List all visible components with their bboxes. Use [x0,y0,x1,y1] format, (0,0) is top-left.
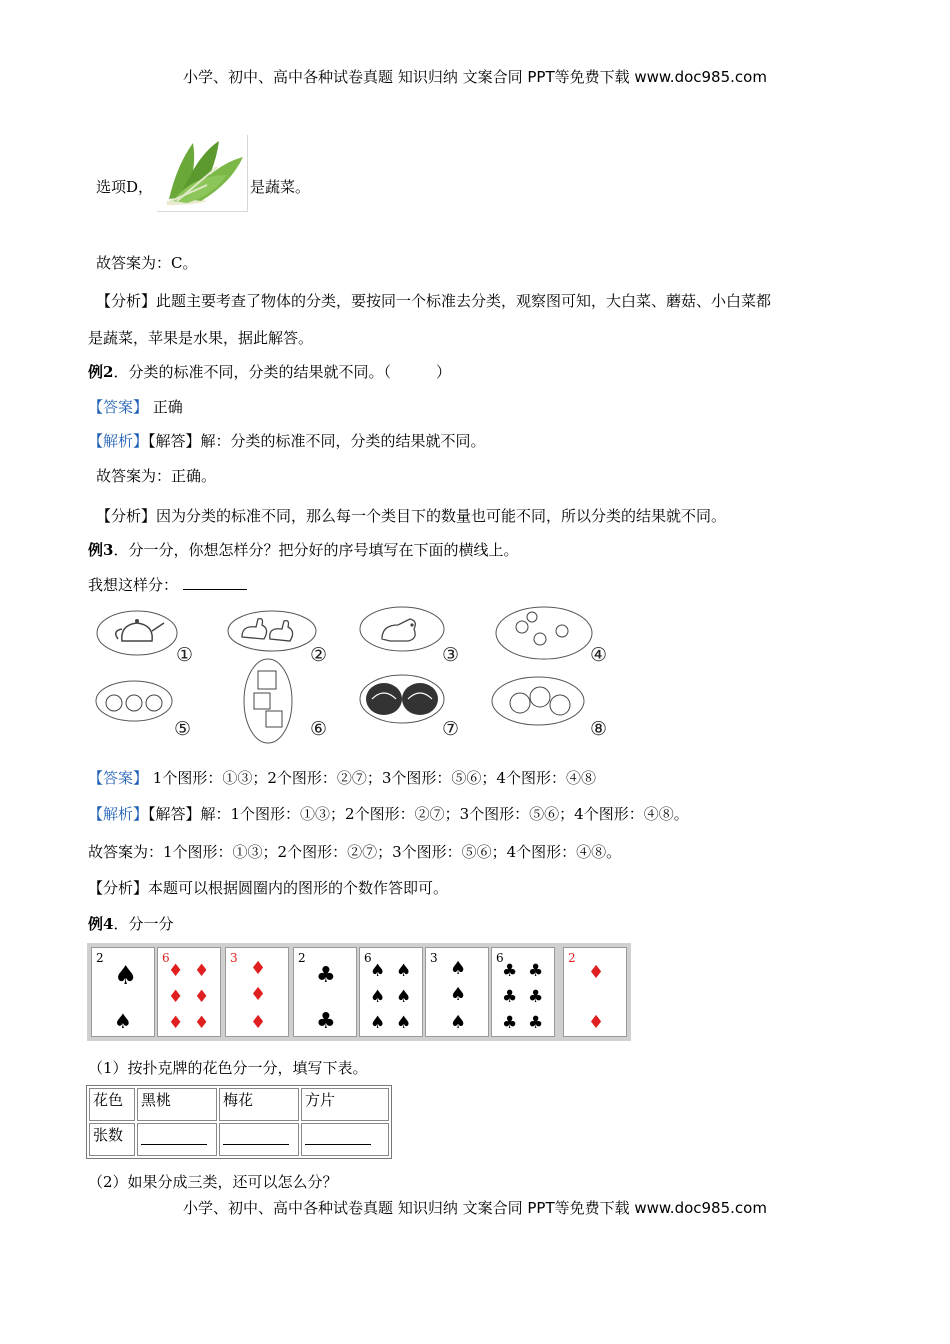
playing-card [293,947,357,1037]
svg-text:2: 2 [96,951,104,965]
svg-text:♦: ♦ [168,987,184,1007]
page-header: 小学、初中、高中各种试卷真题 知识归纳 文案合同 PPT等免费下载 www.doc985.com [183,68,767,86]
table-cell: 黑桃 [137,1088,217,1121]
svg-text:♣: ♣ [528,1013,544,1033]
svg-text:♦: ♦ [194,987,210,1007]
ex1-conclusion: 故答案为：C。 [96,254,198,272]
svg-text:♣: ♣ [502,1013,518,1033]
table-row [89,1123,389,1156]
svg-text:♠: ♠ [450,984,467,1005]
answer-tag: 【答案】 [88,398,149,416]
ex2-label: 例2 [88,363,114,381]
answer-blank[interactable] [137,1123,217,1156]
answer-blank [183,577,247,590]
ex3-question: 例3．分一分，你想怎样分？把分好的序号填写在下面的横线上。 [88,541,519,559]
svg-text:♣: ♣ [502,987,518,1007]
svg-text:♣: ♣ [528,961,544,981]
table-cell: 张数 [89,1123,135,1156]
playing-card [157,947,221,1037]
ex3-analysis: 【分析】本题可以根据圆圈内的图形的个数作答即可。 [88,879,449,897]
svg-text:♦: ♦ [250,1012,267,1033]
item-number: ⑤ [174,718,192,740]
svg-text:♦: ♦ [168,961,184,981]
option-d-prefix: 选项D， [96,178,154,196]
ex4-sub2: （2）如果分成三类，还可以怎么分？ [88,1173,338,1191]
ex2-answer: 【答案】 正确 [88,398,183,416]
option-d-suffix: 是蔬菜。 [250,178,311,196]
explain-tag: 【解析】 [88,805,149,823]
ex4-sub1: （1）按扑克牌的花色分一分，填写下表。 [88,1059,368,1077]
playing-card [91,947,155,1037]
svg-text:♦: ♦ [194,1013,210,1033]
svg-text:2: 2 [298,951,306,965]
svg-text:♠: ♠ [450,958,467,979]
page-footer: 小学、初中、高中各种试卷真题 知识归纳 文案合同 PPT等免费下载 www.doc985.com [183,1199,767,1217]
svg-text:♠: ♠ [114,1009,132,1033]
svg-text:♦: ♦ [588,1012,605,1033]
svg-text:♠: ♠ [370,961,386,981]
svg-text:♣: ♣ [528,987,544,1007]
svg-text:♦: ♦ [250,958,267,979]
svg-text:♠: ♠ [396,1013,412,1033]
ex3-explain: 【解析】【解答】解：1个图形：①③；2个图形：②⑦；3个图形：⑤⑥；4个图形：④⑧。 [88,805,689,823]
ex2-explain: 【解析】【解答】解：分类的标准不同，分类的结果就不同。 [88,432,486,450]
suit-table [86,1085,392,1159]
ex2-analysis: 【分析】因为分类的标准不同，那么每一个类目下的数量也可能不同，所以分类的结果就不同。 [96,507,727,525]
svg-text:♠: ♠ [114,961,138,991]
svg-text:♠: ♠ [450,1012,467,1033]
svg-text:♣: ♣ [316,963,336,988]
ex3-conclusion: 故答案为：1个图形：①③；2个图形：②⑦；3个图形：⑤⑥；4个图形：④⑧。 [88,843,622,861]
playing-card [425,947,489,1037]
svg-text:♦: ♦ [194,961,210,981]
playing-card [563,947,627,1037]
svg-text:6: 6 [162,951,170,965]
svg-text:♠: ♠ [396,987,412,1007]
lettuce-image [157,135,248,212]
item-number: ⑥ [310,718,328,740]
svg-text:♦: ♦ [168,1013,184,1033]
item-number: ② [310,644,328,666]
ex2-conclusion: 故答案为：正确。 [96,467,217,485]
svg-text:3: 3 [230,951,238,965]
item-number: ③ [442,644,460,666]
answer-tag: 【答案】 [88,769,149,787]
svg-text:♦: ♦ [250,984,267,1005]
svg-text:♦: ♦ [588,962,605,983]
ex1-analysis-1: 【分析】此题主要考查了物体的分类，要按同一个标准去分类，观察图可知，大白菜、蘑菇、小白菜都 [96,292,772,310]
playing-cards [87,943,631,1041]
ex4-label: 例4 [88,915,114,933]
table-cell: 方片 [301,1088,389,1121]
ex3-label: 例3 [88,541,114,559]
playing-card [491,947,555,1037]
svg-text:3: 3 [430,951,438,965]
svg-text:6: 6 [496,951,504,965]
explain-tag: 【解析】 [88,432,149,450]
svg-text:♣: ♣ [316,1009,336,1034]
ex2-question: 例2．分类的标准不同，分类的结果就不同。（ ） [88,363,451,381]
svg-text:♠: ♠ [370,987,386,1007]
item-number: ① [176,644,194,666]
ex3-answer: 【答案】 1个图形：①③；2个图形：②⑦；3个图形：⑤⑥；4个图形：④⑧ [88,769,596,787]
ex3-prompt: 我想这样分： [88,574,247,595]
playing-card [225,947,289,1037]
ex4-question: 例4．分一分 [88,915,174,933]
svg-text:♠: ♠ [396,961,412,981]
answer-blank[interactable] [301,1123,389,1156]
svg-text:♣: ♣ [502,961,518,981]
answer-blank[interactable] [219,1123,299,1156]
svg-text:♠: ♠ [370,1013,386,1033]
item-number: ④ [590,644,608,666]
table-cell: 花色 [89,1088,135,1121]
ex1-analysis-2: 是蔬菜，苹果是水果，据此解答。 [88,329,314,347]
table-cell: 梅花 [219,1088,299,1121]
item-number: ⑦ [442,718,460,740]
table-row [89,1088,389,1121]
classification-pictures [92,605,622,753]
item-number: ⑧ [590,718,608,740]
playing-card [359,947,423,1037]
svg-text:6: 6 [364,951,372,965]
svg-text:2: 2 [568,951,576,965]
